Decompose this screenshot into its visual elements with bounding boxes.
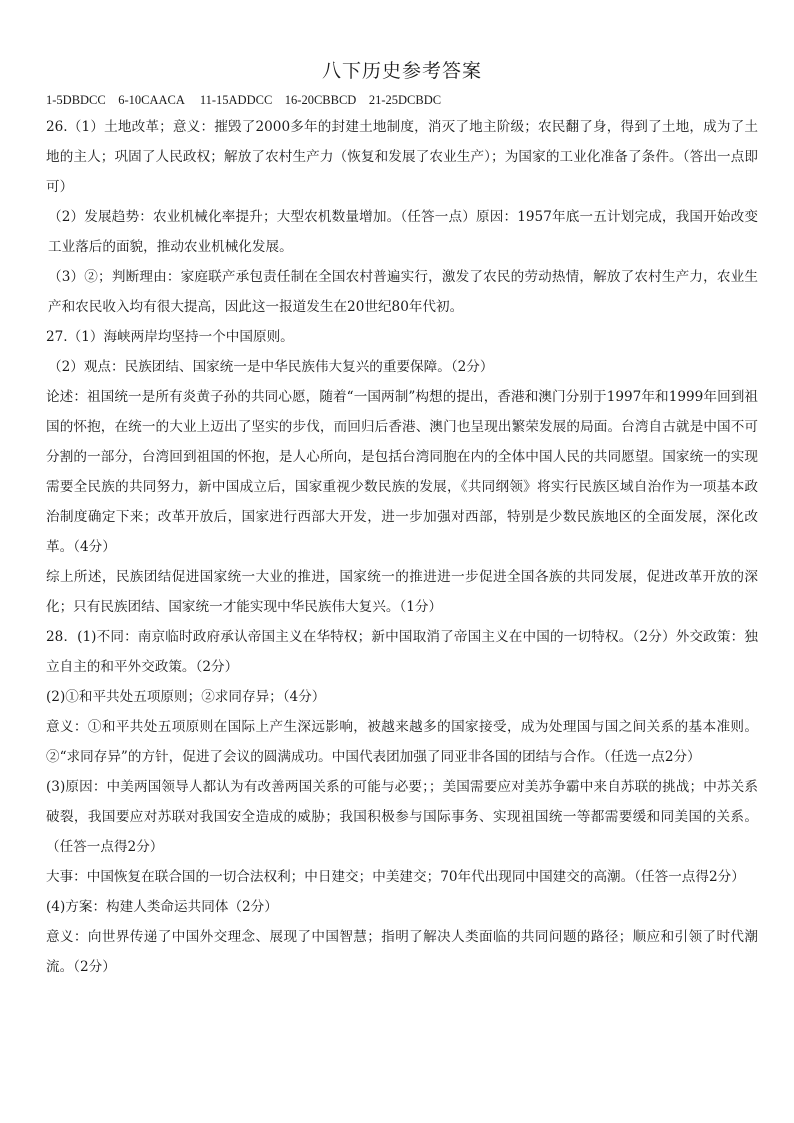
q27-part2-conclusion: 综上所述，民族团结促进国家统一大业的推进，国家统一的推进进一步促进全国各族的共同发展，促进改革开放的深化；只有民族团结、国家统一才能实现中华民族伟大复兴。（1分） [46,569,758,615]
q27-part2-viewpoint: （2）观点：民族团结、国家统一是中华民族伟大复兴的重要保障。（2分） [48,359,494,375]
q27-part1: 27.（1）海峡两岸均坚持一个中国原则。 [46,329,294,345]
q26-part1: 26.（1）土地改革；意义：摧毁了2000多年的封建土地制度，消灭了地主阶级；农民翻了身，得到了土地，成为了土地的主人；巩固了人民政权；解放了农村生产力（恢复和发展了农业生产）；为国家的工业化准备了条件。（答出一点即可） [46,119,758,195]
q28-part3-events: 大事：中国恢复在联合国的一切合法权利；中日建交；中美建交；70年代出现同中国建交的高潮。（任答一点得2分） [46,869,745,885]
q28-part4-significance: 意义：向世界传递了中国外交理念、展现了中国智慧；指明了解决人类面临的共同问题的路径；顺应和引领了时代潮流。（2分） [46,929,758,975]
q26-part2: （2）发展趋势：农业机械化率提升；大型农机数量增加。（任答一点）原因：1957年底一五计划完成，我国开始改变工业落后的面貌，推动农业机械化发展。 [48,209,758,255]
q28-part2: (2)①和平共处五项原则；②求同存异；（4分） [46,689,326,705]
q28-part1: 28．(1)不同：南京临时政府承认帝国主义在华特权；新中国取消了帝国主义在中国的一切特权。（2分）外交政策：独立自主的和平外交政策。（2分） [46,629,758,675]
q26-part3: （3）②；判断理由：家庭联产承包责任制在全国农村普遍实行，激发了农民的劳动热情，解放了农村生产力，农业生产和农民收入均有很大提高，因此这一报道发生在20世纪80年代初。 [48,269,758,315]
q28-part4-plan: (4)方案：构建人类命运共同体（2分） [46,899,278,915]
q27-part2-argument: 论述：祖国统一是所有炎黄子孙的共同心愿，随着“一国两制”构想的提出，香港和澳门分别于1997年和1999年回到祖国的怀抱，在统一的大业上迈出了坚实的步伐，而回归后香港、澳门也呈现出繁荣发展的局面。台湾自古就是中国不可分割的一部分，台湾回到祖国的怀抱，是人心所向，是包括台湾同胞在内的全体中国人民的共同愿望。国家统一的实现需要全民族的共同努力，新中国成立后，国家重视少数民族的发展，《共同纲领》将实行民族区域自治作为一项基本政治制度确定下来；改革开放后，国家进行西部大开发，进一步加强对西部，特别是少数民族地区的全面发展，深化改革。（4分） [46,389,758,555]
page-title: 八下历史参考答案 [321,60,482,82]
q28-part2-significance: 意义：①和平共处五项原则在国际上产生深远影响，被越来越多的国家接受，成为处理国与国之间关系的基本准则。②“求同存异”的方针，促进了会议的圆满成功。中国代表团加强了同亚非各国的团结与合作。（任选一点2分） [46,719,758,765]
q28-part3-reasons: (3)原因：中美两国领导人都认为有改善两国关系的可能与必要；；美国需要应对美苏争霸中来自苏联的挑战；中苏关系破裂，我国要应对苏联对我国安全造成的威胁；我国积极参与国际事务、实现祖国统一等都需要缓和同美国的关系。（任答一点得2分） [46,779,758,855]
answer-sheet [46,56,758,982]
multiple-choice-answers: 1-5DBDCC 6-10CAACA 11-15ADDCC 16-20CBBCD 21-25DCBDC [46,93,442,107]
